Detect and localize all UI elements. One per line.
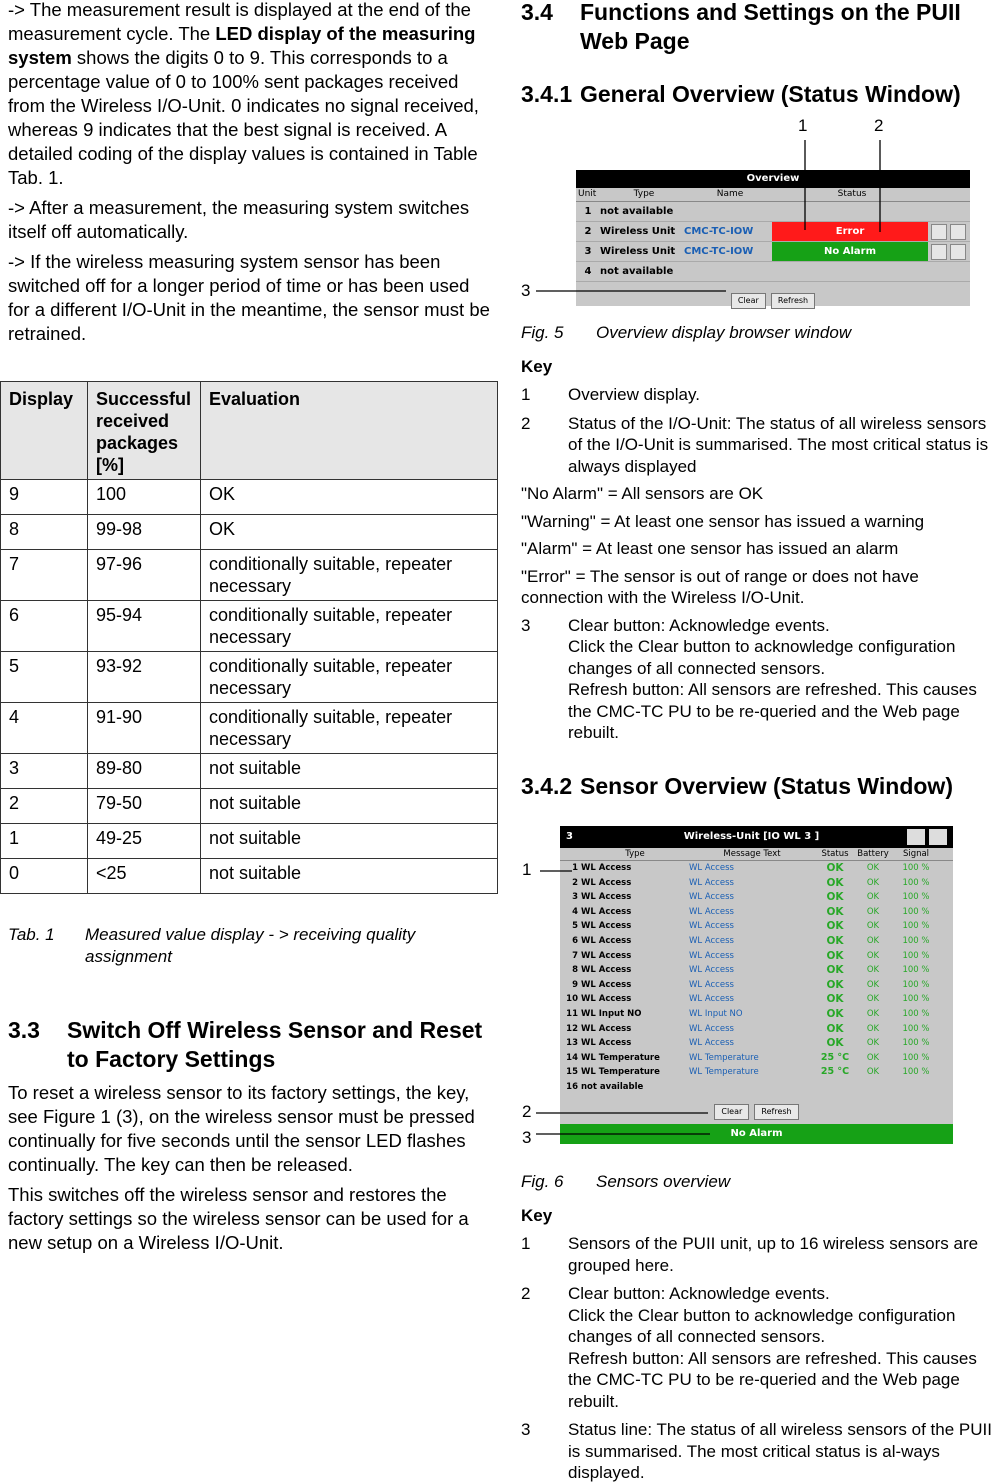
sensor-battery: OK — [866, 979, 880, 990]
refresh-button[interactable]: Refresh — [771, 293, 815, 309]
col-signal: Signal — [902, 849, 930, 859]
sensor-number: 1 — [572, 863, 578, 873]
sensor-message: WL Access — [689, 935, 734, 946]
overview-title-bar: Overview — [576, 170, 970, 188]
cell-display: 3 — [1, 754, 88, 789]
section-number: 3.4.2 — [521, 773, 573, 799]
fig6-key-item — [521, 1233, 993, 1276]
cell-evaluation: OK — [201, 515, 498, 550]
sensor-status: OK — [826, 934, 844, 947]
sensor-status: OK — [826, 964, 844, 977]
sensor-type: WL Input NO — [581, 1008, 642, 1019]
col-battery: Battery — [857, 849, 889, 859]
fig5-callout-1: 1 — [798, 116, 808, 135]
col-type: Type — [625, 849, 645, 859]
key-line: Sensors of the PUII unit, up to 16 wireless sensors are grouped here. — [568, 1234, 979, 1275]
sensor-type: WL Access — [581, 994, 632, 1005]
sensor-battery: OK — [866, 994, 880, 1005]
cell-received: 79-50 — [88, 789, 201, 824]
key-text — [568, 1283, 993, 1412]
unit-type: not available — [600, 266, 674, 277]
sensor-type: WL Access — [581, 892, 632, 903]
cell-received: 93-92 — [88, 652, 201, 703]
sensor-battery: OK — [866, 950, 880, 961]
fig6-key-item — [521, 1283, 993, 1412]
sensor-status: OK — [826, 993, 844, 1006]
section-3-3-paragraph-2: This switches off the wireless sensor and restores the factory settings so the wireless sensor can be used for a new setup on a Wireless I/O-Unit. — [8, 1184, 469, 1253]
sensor-battery: OK — [866, 892, 880, 903]
sensor-number: 11 — [566, 1008, 578, 1019]
col-status: Status — [837, 189, 867, 199]
sensor-battery: OK — [866, 863, 880, 873]
key-line: Refresh button: All sensors are refreshed. This causes the CMC-TC PU to be re-queried and the Web page rebuilt. — [568, 1348, 977, 1411]
sensor-status: OK — [826, 978, 844, 991]
sensor-type: WL Temperature — [581, 1067, 660, 1078]
sensor-signal: 100 % — [902, 965, 930, 976]
cell-evaluation: conditionally suitable, repeater necessary — [201, 652, 498, 703]
key-number: 1 — [521, 385, 531, 404]
fig6-text — [521, 1171, 993, 1484]
sensor-type: WL Access — [581, 1038, 632, 1049]
cell-received: 95-94 — [88, 601, 201, 652]
fig6-key-list — [521, 1233, 993, 1484]
sensor-status: 25 °C — [820, 1066, 850, 1078]
cell-evaluation: not suitable — [201, 859, 498, 894]
sensor-signal: 100 % — [902, 863, 930, 873]
sensor-message: WL Access — [689, 979, 734, 990]
unit-status: No Alarm — [772, 242, 928, 261]
sensor-number: 14 — [566, 1052, 578, 1063]
sensor-message: WL Access — [689, 877, 734, 888]
sensor-status: OK — [826, 876, 844, 889]
clear-button[interactable]: Clear — [714, 1104, 749, 1120]
sensor-message: WL Access — [689, 921, 734, 932]
status-line-no-alarm: "No Alarm" = All sensors are OK — [521, 484, 764, 503]
cell-received: 49-25 — [88, 824, 201, 859]
status-line-warning: "Warning" = At least one sensor has issued a warning — [521, 511, 925, 531]
table-caption-text: Measured value display - > receiving quality assignment — [85, 925, 416, 966]
cell-received: 97-96 — [88, 550, 201, 601]
unit-name: CMC-TC-IOW — [684, 246, 754, 257]
sensor-battery: OK — [866, 906, 880, 917]
sensor-status: 25 °C — [820, 1051, 850, 1063]
fig5-key-title: Key — [521, 357, 553, 376]
unit-status: Error — [772, 222, 928, 241]
sensor-message: WL Access — [689, 994, 734, 1005]
sensor-type: WL Temperature — [581, 1052, 660, 1063]
sensor-message: WL Access — [689, 863, 734, 873]
sensor-number: 10 — [566, 994, 578, 1005]
fig6-callout-1: 1 — [522, 860, 532, 879]
unit-number: 2 — [584, 226, 592, 237]
sensor-number: 5 — [572, 921, 578, 932]
key-line: Clear button: Acknowledge events. — [568, 615, 830, 635]
sensor-message: WL Access — [689, 950, 734, 961]
sensor-number: 8 — [572, 965, 578, 976]
cell-display: 4 — [1, 703, 88, 754]
sensor-number: 2 — [572, 877, 578, 888]
cell-display: 0 — [1, 859, 88, 894]
sensor-signal: 100 % — [902, 1052, 930, 1063]
cell-display: 2 — [1, 789, 88, 824]
fig6-caption-text: Sensors overview — [596, 1172, 731, 1191]
sensor-message: WL Temperature — [689, 1052, 759, 1063]
cell-display: 1 — [1, 824, 88, 859]
key-number: 3 — [521, 1420, 531, 1439]
intro-paragraph-3: -> If the wireless measuring system sensor has been switched off for a longer period of time or has been used for a different I/O-Unit in the meantime, the sensor must be retrained. — [8, 251, 490, 344]
cell-received: 100 — [88, 480, 201, 515]
unit-number: 3 — [566, 831, 573, 842]
sensor-battery: OK — [866, 921, 880, 932]
sensor-signal: 100 % — [902, 994, 930, 1005]
sensor-number: 15 — [566, 1067, 578, 1078]
sensor-battery: OK — [866, 935, 880, 946]
sensor-number: 13 — [566, 1038, 578, 1049]
header-display: Display — [1, 382, 88, 480]
sensor-battery: OK — [866, 1023, 880, 1034]
col-type: Type — [633, 189, 655, 199]
key-number: 2 — [521, 413, 531, 433]
sensor-status: OK — [826, 891, 844, 904]
cell-evaluation: OK — [201, 480, 498, 515]
status-line: No Alarm — [560, 1124, 953, 1144]
unit-number: 4 — [584, 266, 592, 277]
sensor-signal: 100 % — [902, 1067, 930, 1078]
key-number: 1 — [521, 1234, 531, 1253]
key-line: Status line: The status of all wireless sensors of the PUII is summarised. The most critical status is al-ways displayed. — [568, 1420, 992, 1482]
sensor-type: not available — [581, 1081, 644, 1092]
unit-type: Wireless Unit — [600, 226, 676, 237]
intro-paragraph-1: -> The measurement result is displayed at the end of the measurement cycle. The LED display of the measuring system shows the digits 0 to 9. This corresponds to a percentage value of 0 to 100% sent packages received from the Wireless I/O-Unit. 0 indicates no signal received, whereas 9 indicates that the best signal is received. A detailed coding of the display values is contained in Table Tab. 1. — [8, 0, 479, 188]
sensor-message: WL Access — [689, 1038, 734, 1049]
unit-type: not available — [600, 206, 674, 217]
key-text — [568, 1233, 993, 1276]
status-line-error: "Error" = The sensor is out of range or does not have connection with the Wireless I/O-Unit. — [521, 566, 919, 607]
section-number: 3.4 — [521, 0, 553, 25]
sensor-signal: 100 % — [902, 877, 930, 888]
section-3-3-paragraph-1: To reset a wireless sensor to its factory settings, the key, see Figure 1 (3), on the wireless sensor must be pressed continually for five seconds until the sensor LED flashes continually. The key can then be released. — [8, 1082, 475, 1175]
sensor-status: OK — [826, 949, 844, 962]
sensor-status: OK — [826, 920, 844, 933]
sensor-battery: OK — [866, 877, 880, 888]
cell-evaluation: conditionally suitable, repeater necessary — [201, 550, 498, 601]
sensor-signal: 100 % — [902, 906, 930, 917]
sensor-battery: OK — [866, 1008, 880, 1019]
sensor-signal: 100 % — [902, 935, 930, 946]
key-number: 3 — [521, 615, 531, 635]
unit-number: 3 — [584, 246, 592, 257]
fig6-key-item — [521, 1419, 993, 1484]
header-received: Successful received packages [%] — [88, 382, 201, 480]
refresh-button[interactable]: Refresh — [754, 1104, 798, 1120]
sensor-type: WL Access — [581, 863, 632, 873]
cell-evaluation: not suitable — [201, 789, 498, 824]
sensor-signal: 100 % — [902, 1008, 930, 1019]
cell-received: 99-98 — [88, 515, 201, 550]
sensor-number: 16 — [566, 1081, 578, 1092]
sensor-signal: 100 % — [902, 1038, 930, 1049]
unit-name: CMC-TC-IOW — [684, 226, 754, 237]
sensor-message: WL Access — [689, 965, 734, 976]
fig5-callout-3: 3 — [521, 281, 531, 300]
key-text: Overview display. — [568, 385, 700, 404]
sensor-message: WL Temperature — [689, 1067, 759, 1078]
sensor-number: 9 — [572, 979, 578, 990]
fig5-caption-label: Fig. 5 — [521, 323, 564, 342]
header-evaluation: Evaluation — [201, 382, 498, 480]
sensor-battery: OK — [866, 1038, 880, 1049]
cell-evaluation: not suitable — [201, 754, 498, 789]
intro-paragraph-2: -> After a measurement, the measuring system switches itself off automatically. — [8, 197, 470, 242]
unit-number: 1 — [584, 206, 592, 217]
section-number: 3.3 — [8, 1017, 40, 1043]
cell-display: 6 — [1, 601, 88, 652]
sensor-number: 7 — [572, 950, 578, 961]
sensor-signal: 100 % — [902, 979, 930, 990]
sensor-signal: 100 % — [902, 950, 930, 961]
fig6-callout-3: 3 — [522, 1128, 532, 1147]
cell-received: <25 — [88, 859, 201, 894]
cell-display: 7 — [1, 550, 88, 601]
sensor-message: WL Access — [689, 1023, 734, 1034]
fig5-caption-text: Overview display browser window — [596, 323, 852, 342]
sensor-number: 6 — [572, 935, 578, 946]
cell-display: 9 — [1, 480, 88, 515]
clear-button[interactable]: Clear — [731, 293, 766, 309]
cell-received: 89-80 — [88, 754, 201, 789]
cell-evaluation: conditionally suitable, repeater necessary — [201, 703, 498, 754]
fig6-caption-label: Fig. 6 — [521, 1172, 564, 1191]
section-title: General Overview (Status Window) — [580, 81, 961, 107]
key-line: Click the Clear button to acknowledge configuration changes of all connected sensors. — [568, 1305, 956, 1346]
fig6-callout-2: 2 — [522, 1102, 532, 1121]
status-line-alarm: "Alarm" = At least one sensor has issued an alarm — [521, 539, 899, 558]
cell-display: 8 — [1, 515, 88, 550]
sensor-number: 4 — [572, 906, 578, 917]
sensor-signal: 100 % — [902, 892, 930, 903]
cell-evaluation: not suitable — [201, 824, 498, 859]
sensor-battery: OK — [866, 1067, 880, 1078]
sensor-type: WL Access — [581, 906, 632, 917]
cell-display: 5 — [1, 652, 88, 703]
section-number: 3.4.1 — [521, 81, 573, 107]
key-line: Click the Clear button to acknowledge configuration changes of all connected sensors. — [568, 637, 956, 678]
key-number: 2 — [521, 1284, 531, 1303]
sensor-status: OK — [826, 905, 844, 918]
sensor-type: WL Access — [581, 877, 632, 888]
sensor-type: WL Access — [581, 921, 632, 932]
col-message: Message Text — [723, 849, 781, 859]
fig6-key-title: Key — [521, 1206, 553, 1225]
sensor-type: WL Access — [581, 965, 632, 976]
sensor-number: 12 — [566, 1023, 578, 1034]
sensor-battery: OK — [866, 1052, 880, 1063]
sensor-signal: 100 % — [902, 1023, 930, 1034]
sensor-battery: OK — [866, 965, 880, 976]
col-unit: Unit — [578, 189, 597, 199]
table-caption-label: Tab. 1 — [8, 925, 55, 944]
key-line: Refresh button: All sensors are refreshed. This causes the CMC-TC PU to be re-queried and the Web page rebuilt. — [568, 680, 977, 742]
key-text: Status of the I/O-Unit: The status of all wireless sensors of the I/O-Unit is summarised. The most critical status is always displayed — [568, 413, 989, 476]
key-line: Clear button: Acknowledge events. — [568, 1284, 830, 1303]
key-text — [568, 1419, 993, 1484]
section-title: Functions and Settings on the PUII Web Page — [580, 0, 961, 54]
unit-type: Wireless Unit — [600, 246, 676, 257]
sensor-type: WL Access — [581, 950, 632, 961]
sensor-type: WL Access — [581, 979, 632, 990]
section-title: Sensor Overview (Status Window) — [580, 773, 953, 799]
cell-evaluation: conditionally suitable, repeater necessary — [201, 601, 498, 652]
col-status: Status — [821, 849, 849, 859]
section-title: Switch Off Wireless Sensor and Reset to Factory Settings — [67, 1017, 483, 1072]
sensor-status: OK — [826, 1037, 844, 1050]
col-name: Name — [716, 189, 744, 199]
cell-received: 91-90 — [88, 703, 201, 754]
fig5-callout-2: 2 — [874, 116, 884, 135]
sensor-message: WL Access — [689, 906, 734, 917]
unit-title: Wireless-Unit [IO WL 3 ] — [683, 831, 820, 842]
sensor-signal: 100 % — [902, 921, 930, 932]
sensor-type: WL Access — [581, 935, 632, 946]
sensor-status: OK — [826, 1022, 844, 1035]
sensor-type: WL Access — [581, 1023, 632, 1034]
sensor-message: WL Input NO — [689, 1008, 743, 1019]
sensor-status: OK — [826, 1007, 844, 1020]
sensor-status: OK — [826, 862, 844, 874]
sensor-message: WL Access — [689, 892, 734, 903]
sensor-number: 3 — [572, 892, 578, 903]
